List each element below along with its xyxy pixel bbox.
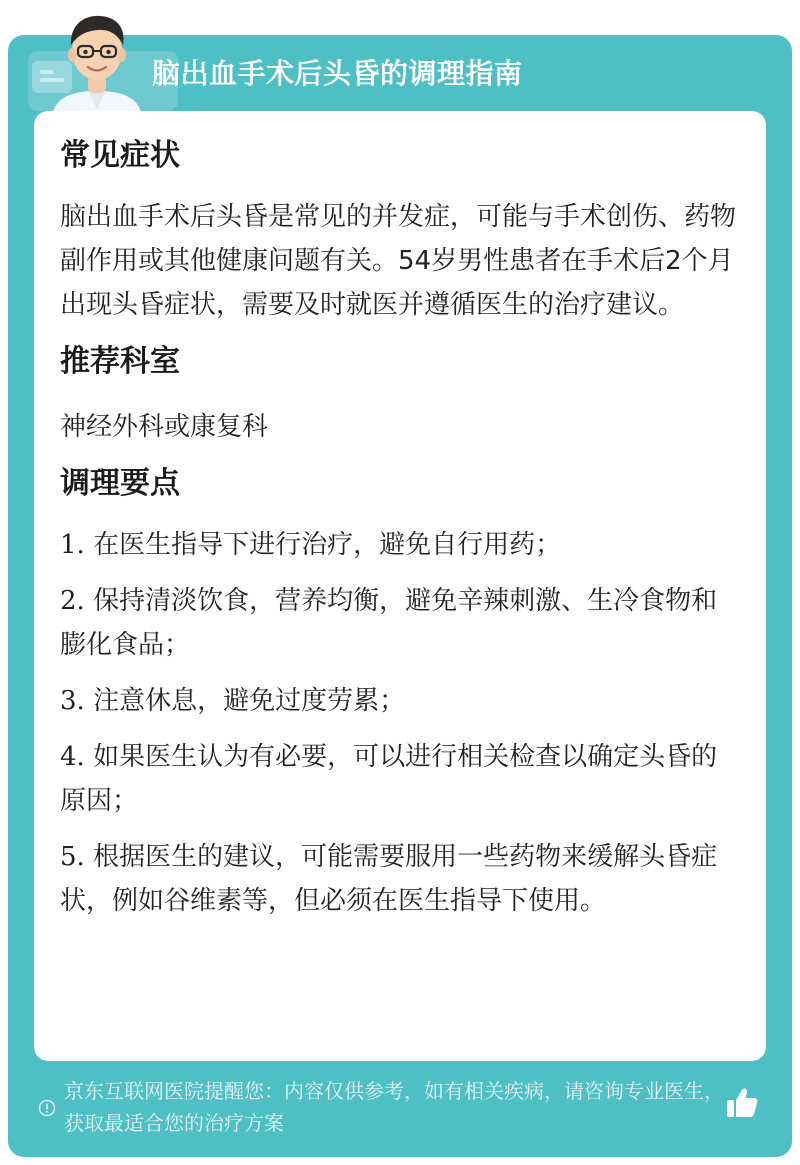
disclaimer-text: 京东互联网医院提醒您：内容仅供参考，如有相关疾病，请咨询专业医生，获取最适合您的治疗方案 [64,1079,724,1135]
thumbs-up-icon[interactable] [724,1085,760,1121]
care-item-text: 保持清淡饮食，营养均衡，避免辛辣刺激、生冷食物和膨化食品； [60,586,718,660]
care-list-item [60,523,742,567]
care-item-number: 4. [60,742,85,772]
care-list-item [60,835,742,923]
info-icon [38,1099,56,1117]
department-text: 神经外科或康复科 [60,412,269,442]
care-item-text: 如果医生认为有必要，可以进行相关检查以确定头昏的原因； [60,742,718,816]
content-card [34,111,766,1061]
page-title: 脑出血手术后头昏的调理指南 [152,57,523,90]
symptoms-text: 脑出血手术后头昏是常见的并发症，可能与手术创伤、药物副作用或其他健康问题有关。54岁男性患者在手术后2个月出现头昏症状，需要及时就医并遵循医生的治疗建议。 [60,202,737,320]
care-item-text: 注意休息，避免过度劳累； [93,686,406,716]
care-item-number: 2. [60,586,85,616]
care-heading: 调理要点 [60,466,180,501]
care-list-item [60,679,742,723]
care-item-text: 在医生指导下进行治疗，避免自行用药； [93,530,562,560]
symptoms-heading: 常见症状 [60,138,180,173]
doctor-avatar [42,5,152,115]
care-item-number: 5. [60,842,85,872]
care-list-item [60,735,742,823]
care-list-item [60,579,742,667]
department-heading: 推荐科室 [60,344,180,379]
care-item-number: 1. [60,530,85,560]
content-body [60,131,742,923]
care-item-number: 3. [60,686,85,716]
care-item-text: 根据医生的建议，可能需要服用一些药物来缓解头昏症状，例如谷维素等，但必须在医生指导下使用。 [60,842,718,916]
